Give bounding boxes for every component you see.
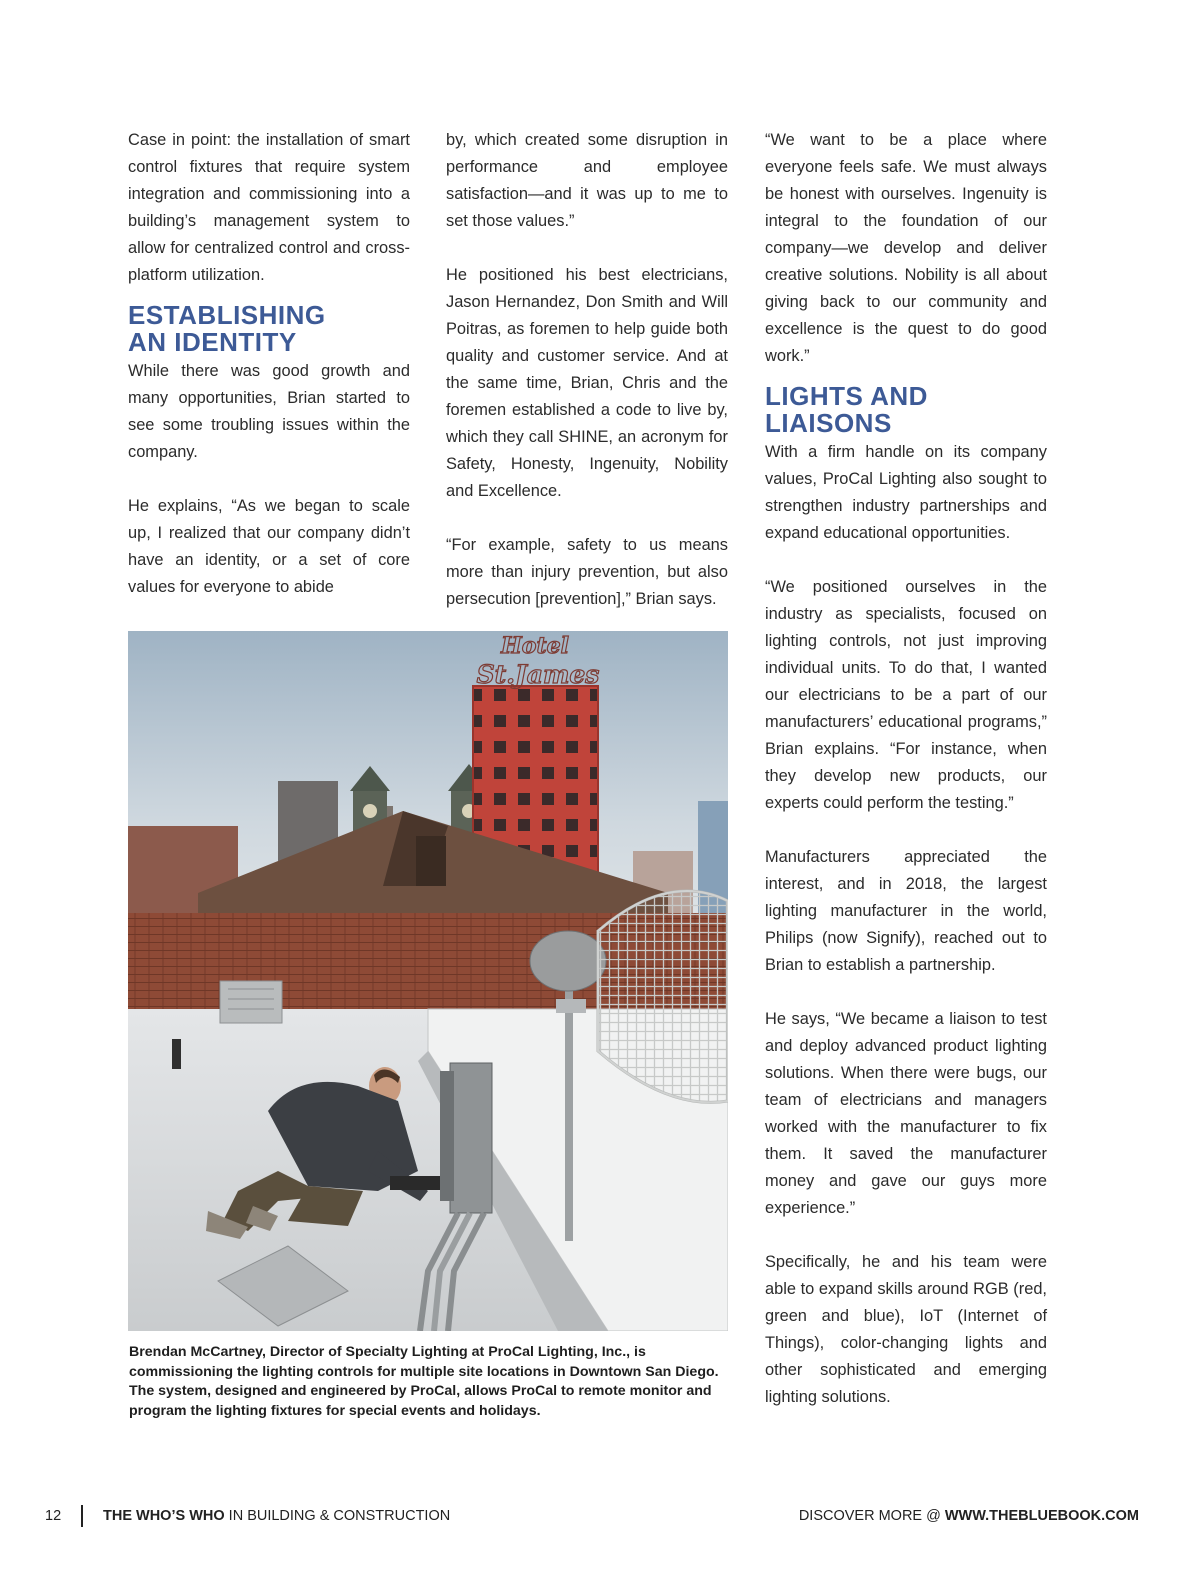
section-heading-lights-and-liaisons xyxy=(765,383,1047,437)
article-column-2 xyxy=(446,127,728,613)
heading-line: AN IDENTITY xyxy=(128,327,297,357)
footer-left xyxy=(45,1505,450,1527)
paragraph: by, which created some disruption in performance and employee satisfaction—and it was up to me to set those values.” xyxy=(446,131,728,230)
discover-more-label: DISCOVER MORE @ xyxy=(798,1508,945,1524)
vent-pipe xyxy=(172,1039,181,1069)
photo-caption: Brendan McCartney, Director of Specialty Lighting at ProCal Lighting, Inc., is commissioning the lighting controls for multiple site locations in Downtown San Diego. The system, designed and engineered by ProCal, allows ProCal to remote monitor and program the lighting fixtures for special events and holidays. xyxy=(129,1344,719,1419)
heading-line: ESTABLISHING xyxy=(128,300,326,330)
article-column-3 xyxy=(765,127,1047,1411)
paragraph: He explains, “As we began to scale up, I realized that our company didn’t have an identity, or a set of core values for everyone to abide xyxy=(128,497,410,596)
footer-divider xyxy=(81,1505,83,1527)
paragraph: Specifically, he and his team were able to expand skills around RGB (red, green and blue), IoT (Internet of Things), color-changing lights and other sophisticated and emerging lighting solutions. xyxy=(765,1253,1047,1406)
publication-name-bold: THE WHO’S WHO xyxy=(103,1508,225,1524)
satellite-dish xyxy=(530,931,606,991)
paragraph: With a firm handle on its company values, ProCal Lighting also sought to strengthen industry partnerships and expand educational opportunities. xyxy=(765,443,1047,542)
section-heading-establishing-an-identity xyxy=(128,302,410,356)
heading-line: LIAISONS xyxy=(765,408,892,438)
paragraph: Manufacturers appreciated the interest, and in 2018, the largest lighting manufacturer in the world, Philips (now Signify), reached out to Brian to establish a partnership. xyxy=(765,848,1047,974)
page-number: 12 xyxy=(45,1508,62,1524)
paragraph: He says, “We became a liaison to test and deploy advanced product lighting solutions. When there were bugs, our team of electricians and managers worked with the manufacturer to fix them. It saved the manufacturer money and gave our guys more experience.” xyxy=(765,1010,1047,1217)
electrical-panel xyxy=(440,1063,492,1213)
paragraph: While there was good growth and many opportunities, Brian started to see some troubling issues within the company. xyxy=(128,362,410,461)
paragraph: “We want to be a place where everyone feels safe. We must always be honest with ourselves. Ingenuity is integral to the foundation of our company—we develop and deliver creative solutions. Nobility is all about giving back to our community and excellence is the quest to do good work.” xyxy=(765,131,1047,365)
antenna-mast xyxy=(565,986,573,1241)
hotel-sign-line-1: Hotel xyxy=(501,633,569,659)
heading-line: LIGHTS AND xyxy=(765,381,928,411)
website-link[interactable]: WWW.THEBLUEBOOK.COM xyxy=(944,1508,1139,1524)
hotel-sign-line-2: St.James xyxy=(476,660,600,689)
paragraph: He positioned his best electricians, Jason Hernandez, Don Smith and Will Poitras, as foremen to help guide both quality and customer service. And at the same time, Brian, Chris and the foremen established a code to live by, which they call SHINE, an acronym for Safety, Honesty, Ingenuity, Nobility and Excellence. xyxy=(446,266,728,500)
paragraph: “We positioned ourselves in the industry as specialists, focused on lighting controls, not just improving individual units. To do that, I wanted our electricians to be a part of our manufacturers’ educational programs,” Brian explains. “For instance, when they develop new products, our experts could perform the testing.” xyxy=(765,578,1047,812)
footer-right xyxy=(799,1505,1139,1527)
antenna-bracket xyxy=(556,999,586,1013)
paragraph: “For example, safety to us means more than injury prevention, but also persecution [prevention],” Brian says. xyxy=(446,536,728,608)
rooftop-photo xyxy=(128,631,728,1331)
hvac-unit xyxy=(220,981,282,1023)
article-column-1 xyxy=(128,127,410,601)
publication-name-rest: IN BUILDING & CONSTRUCTION xyxy=(224,1508,451,1524)
paragraph: Case in point: the installation of smart control fixtures that require system integration and commissioning into a building’s management system to allow for centralized control and cross-platform utilization. xyxy=(128,131,410,284)
